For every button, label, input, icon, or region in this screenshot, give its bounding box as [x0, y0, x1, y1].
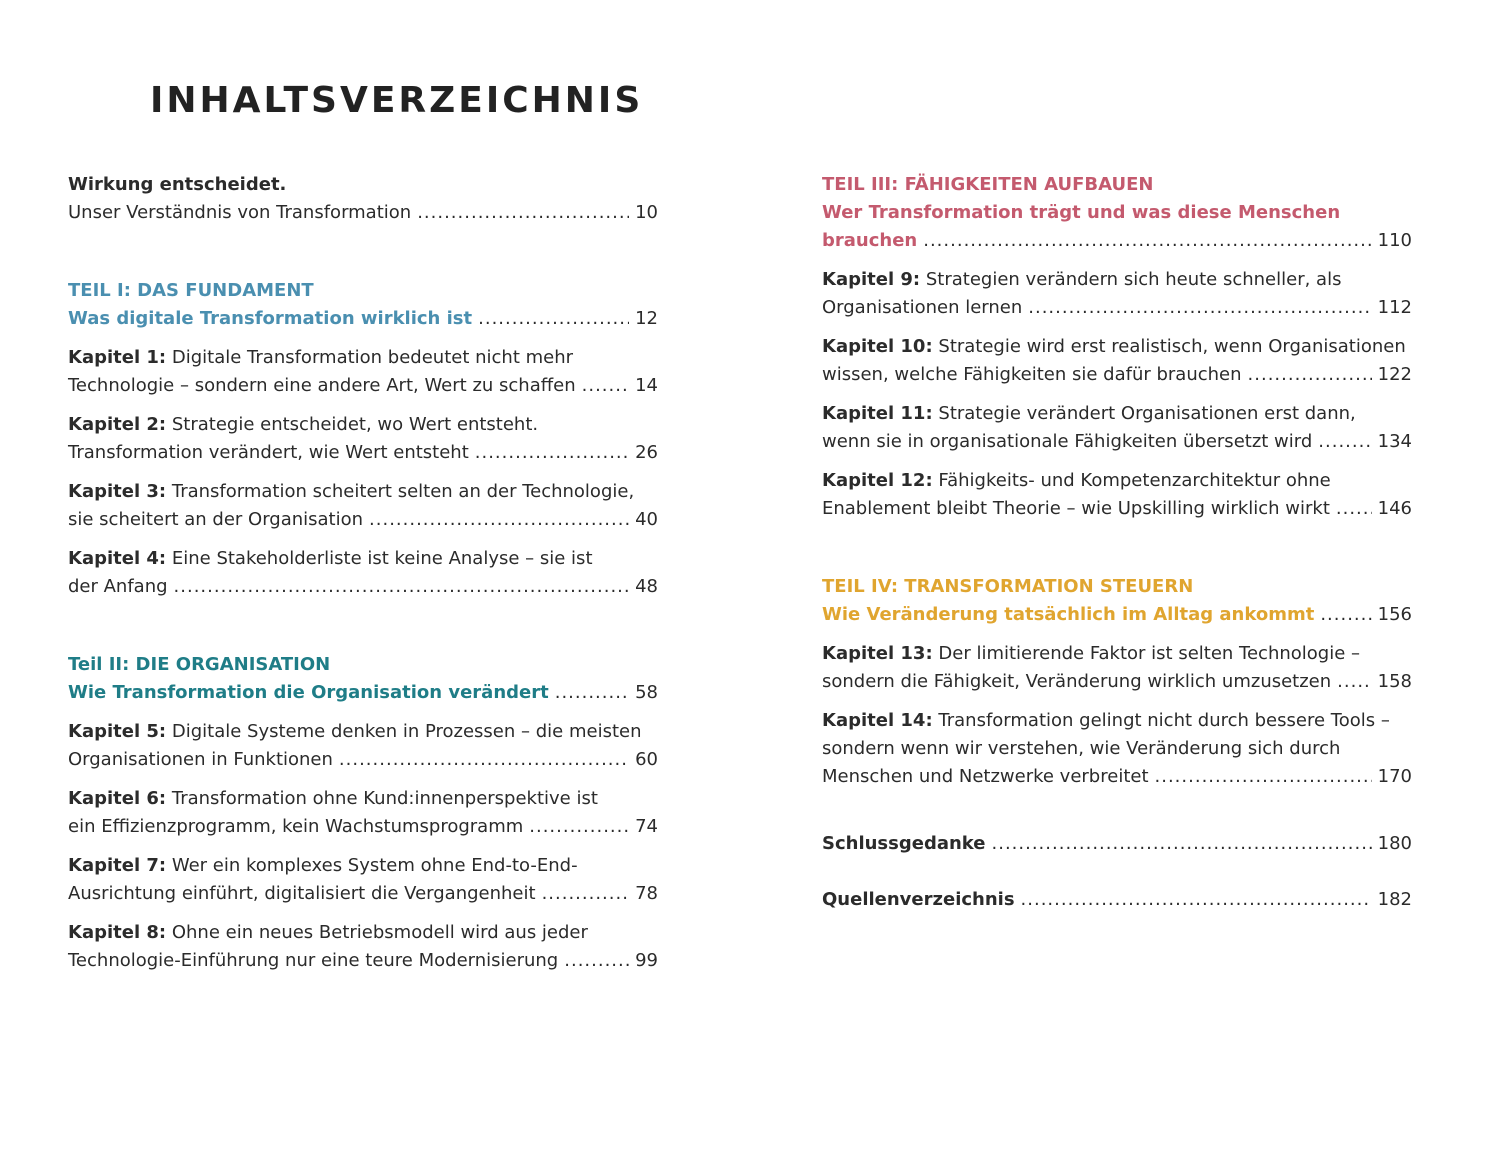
toc-chapter-9[interactable] — [822, 266, 1412, 322]
page-number: 134 — [1377, 431, 1412, 452]
toc-chapter-10[interactable] — [822, 333, 1412, 389]
page-number: 78 — [635, 883, 658, 904]
toc-schlussgedanke[interactable] — [822, 830, 1412, 858]
part-subtitle: Was digitale Transformation wirklich ist — [68, 308, 473, 329]
chapter-title-line2: sie scheitert an der Organisation — [68, 509, 364, 530]
dot-leader — [1336, 495, 1372, 523]
chapter-title-line1: Strategie wird erst realistisch, wenn Organisationen — [938, 336, 1406, 357]
page-number: 40 — [635, 509, 658, 530]
page-number: 122 — [1377, 364, 1412, 385]
dot-leader — [369, 506, 629, 534]
toc-part-2[interactable] — [68, 651, 658, 707]
chapter-title-line1: Ohne ein neues Betriebsmodell wird aus jeder — [171, 922, 588, 943]
page-number: 26 — [635, 442, 658, 463]
toc-chapter-4[interactable] — [68, 545, 658, 601]
part-heading: TEIL I: DAS FUNDAMENT — [68, 280, 314, 301]
page-number: 112 — [1377, 297, 1412, 318]
toc-chapter-13[interactable] — [822, 640, 1412, 696]
chapter-title-line2: Organisationen lernen — [822, 297, 1023, 318]
chapter-label: Kapitel 1: — [68, 347, 167, 368]
page-number: 170 — [1377, 766, 1412, 787]
chapter-title-line1: Strategien verändern sich heute schneller, als — [925, 269, 1342, 290]
chapter-title-line1: Digitale Systeme denken in Prozessen – die meisten — [171, 721, 642, 742]
toc-left-column — [68, 171, 658, 975]
page-number: 10 — [635, 202, 658, 223]
dot-leader — [417, 199, 629, 227]
chapter-title-line2: wissen, welche Fähigkeiten sie dafür brauchen — [822, 364, 1242, 385]
dot-leader — [992, 830, 1372, 858]
part-heading: TEIL III: FÄHIGKEITEN AUFBAUEN — [822, 174, 1154, 195]
dot-leader — [1320, 601, 1371, 629]
chapter-title-line2: Technologie-Einführung nur eine teure Modernisierung — [68, 950, 559, 971]
chapter-label: Kapitel 8: — [68, 922, 167, 943]
dot-leader — [1028, 294, 1371, 322]
dot-leader — [582, 372, 629, 400]
part-subtitle: Wie Transformation die Organisation verändert — [68, 682, 549, 703]
toc-part-1[interactable] — [68, 277, 658, 333]
page-number: 110 — [1377, 230, 1412, 251]
toc-chapter-5[interactable] — [68, 718, 658, 774]
page-number: 12 — [635, 308, 658, 329]
dot-leader — [1155, 763, 1372, 791]
page-number: 74 — [635, 816, 658, 837]
toc-chapter-14[interactable] — [822, 707, 1412, 791]
chapter-label: Kapitel 6: — [68, 788, 167, 809]
chapter-title-line2: Transformation verändert, wie Wert entsteht — [68, 442, 469, 463]
toc-chapter-3[interactable] — [68, 478, 658, 534]
toc-chapter-2[interactable] — [68, 411, 658, 467]
toc-part-4[interactable] — [822, 573, 1412, 629]
chapter-title-line1: Strategie verändert Organisationen erst dann, — [938, 403, 1356, 424]
dot-leader — [1248, 361, 1372, 389]
page-number: 182 — [1377, 889, 1412, 910]
dot-leader — [923, 227, 1371, 255]
page-number: 60 — [635, 749, 658, 770]
page-number: 158 — [1377, 671, 1412, 692]
chapter-title-line1: Eine Stakeholderliste ist keine Analyse – sie ist — [171, 548, 593, 569]
dot-leader — [478, 305, 629, 333]
chapter-label: Kapitel 3: — [68, 481, 167, 502]
part-heading: Teil II: DIE ORGANISATION — [68, 654, 331, 675]
chapter-label: Kapitel 11: — [822, 403, 933, 424]
toc-chapter-8[interactable] — [68, 919, 658, 975]
chapter-title-line1: Wer ein komplexes System ohne End-to-End- — [171, 855, 578, 876]
toc-quellenverzeichnis[interactable] — [822, 886, 1412, 914]
page-number: 156 — [1377, 604, 1412, 625]
chapter-title-line1: Digitale Transformation bedeutet nicht mehr — [171, 347, 574, 368]
chapter-title-line2: sondern die Fähigkeit, Veränderung wirklich umzusetzen — [822, 671, 1332, 692]
chapter-label: Kapitel 2: — [68, 414, 167, 435]
chapter-label: Kapitel 13: — [822, 643, 933, 664]
intro-subtitle: Unser Verständnis von Transformation — [68, 202, 412, 223]
page-number: 146 — [1377, 498, 1412, 519]
toc-chapter-7[interactable] — [68, 852, 658, 908]
chapter-title-line2: Technologie – sondern eine andere Art, Wert zu schaffen — [68, 375, 576, 396]
chapter-title-line2: sondern wenn wir verstehen, wie Veränderung sich durch — [822, 738, 1341, 759]
chapter-title-line2: ein Effizienzprogramm, kein Wachstumsprogramm — [68, 816, 524, 837]
page-number: 99 — [635, 950, 658, 971]
page-number: 180 — [1377, 833, 1412, 854]
dot-leader — [475, 439, 629, 467]
closing-label: Schlussgedanke — [822, 833, 986, 854]
chapter-label: Kapitel 12: — [822, 470, 933, 491]
part-subtitle-line1: Wer Transformation trägt und was diese Menschen — [822, 202, 1341, 223]
chapter-label: Kapitel 5: — [68, 721, 167, 742]
dot-leader — [1318, 428, 1371, 456]
part-heading: TEIL IV: TRANSFORMATION STEUERN — [822, 576, 1194, 597]
part-subtitle: Wie Veränderung tatsächlich im Alltag ankommt — [822, 604, 1315, 625]
chapter-title-line2: Organisationen in Funktionen — [68, 749, 333, 770]
closing-label: Quellenverzeichnis — [822, 889, 1015, 910]
dot-leader — [1337, 668, 1371, 696]
chapter-title-line3: Menschen und Netzwerke verbreitet — [822, 766, 1149, 787]
dot-leader — [339, 746, 629, 774]
chapter-label: Kapitel 10: — [822, 336, 933, 357]
chapter-title-line2: der Anfang — [68, 576, 168, 597]
toc-intro[interactable] — [68, 171, 658, 227]
dot-leader — [174, 573, 630, 601]
toc-chapter-1[interactable] — [68, 344, 658, 400]
page-number: 48 — [635, 576, 658, 597]
intro-title: Wirkung entscheidet. — [68, 174, 287, 195]
dot-leader — [564, 947, 629, 975]
page-number: 58 — [635, 682, 658, 703]
toc-chapter-11[interactable] — [822, 400, 1412, 456]
chapter-title-line2: Enablement bleibt Theorie – wie Upskilling wirklich wirkt — [822, 498, 1330, 519]
chapter-label: Kapitel 4: — [68, 548, 167, 569]
toc-chapter-12[interactable] — [822, 467, 1412, 523]
toc-part-3[interactable] — [822, 171, 1412, 255]
chapter-title-line1: Der limitierende Faktor ist selten Technologie – — [938, 643, 1361, 664]
toc-right-column — [822, 171, 1412, 914]
part-subtitle-line2: brauchen — [822, 230, 918, 251]
dot-leader — [542, 880, 630, 908]
chapter-title-line1: Strategie entscheidet, wo Wert entsteht. — [171, 414, 539, 435]
chapter-title-line2: wenn sie in organisationale Fähigkeiten übersetzt wird — [822, 431, 1313, 452]
chapter-label: Kapitel 9: — [822, 269, 921, 290]
chapter-title-line1: Fähigkeits- und Kompetenzarchitektur ohne — [938, 470, 1331, 491]
toc-chapter-6[interactable] — [68, 785, 658, 841]
chapter-label: Kapitel 14: — [822, 710, 933, 731]
dot-leader — [555, 679, 629, 707]
chapter-title-line1: Transformation scheitert selten an der Technologie, — [171, 481, 635, 502]
page-title: INHALTSVERZEICHNIS — [150, 80, 644, 121]
chapter-label: Kapitel 7: — [68, 855, 167, 876]
chapter-title-line1: Transformation gelingt nicht durch bessere Tools – — [938, 710, 1390, 731]
chapter-title-line1: Transformation ohne Kund:innenperspektive ist — [171, 788, 598, 809]
chapter-title-line2: Ausrichtung einführt, digitalisiert die Vergangenheit — [68, 883, 536, 904]
dot-leader — [529, 813, 629, 841]
dot-leader — [1021, 886, 1372, 914]
page-number: 14 — [635, 375, 658, 396]
